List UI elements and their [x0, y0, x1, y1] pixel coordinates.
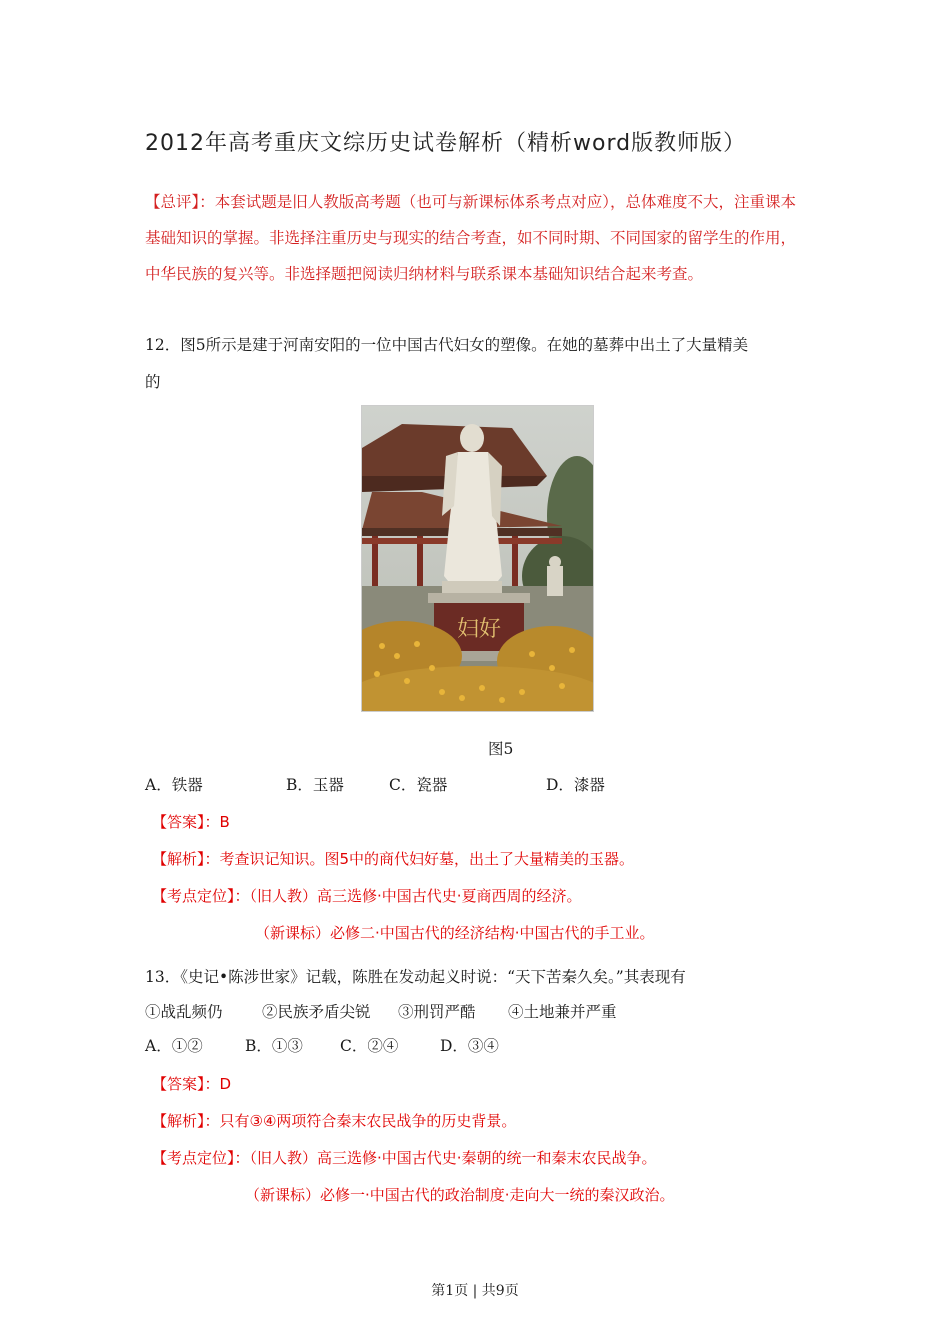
q13-option-d: D．③④	[440, 1037, 499, 1055]
summary-label: 【总评】	[145, 193, 200, 211]
q12-point-new: （新课标）必修二·中国古代的经济结构·中国古代的手工业。	[255, 924, 655, 942]
document-title: 2012年高考重庆文综历史试卷解析（精析word版教师版）	[145, 131, 747, 156]
figure-caption: 图5	[488, 740, 514, 758]
summary-text: ：本套试题是旧人教版高考题（也可与新课标体系考点对应），总体难度不大，注重课本基础知识的掌握。非选择注重历史与现实的结合考查，如不同时期、不同国家的留学生的作用，中华民族的复兴等。非选择题把阅读归纳材料与联系课本基础知识结合起来考查。	[145, 193, 797, 283]
q13-answer: 【答案】：D	[152, 1075, 232, 1093]
q12-stem-line2: 的	[145, 373, 161, 391]
q13-item-3: ③刑罚严酷	[398, 1003, 476, 1021]
q12-option-d: D．漆器	[546, 776, 605, 794]
q12-answer: 【答案】：B	[152, 813, 230, 831]
q13-item-1: ①战乱频仍	[145, 1003, 223, 1021]
summary-paragraph	[145, 184, 810, 292]
page-footer: 第1页 | 共9页	[431, 1283, 519, 1299]
q12-stem-line1: 12．图5所示是建于河南安阳的一位中国古代妇女的塑像。在她的墓葬中出土了大量精美	[145, 336, 749, 354]
q12-point-old: 【考点定位】：（旧人教）高三选修·中国古代史·夏商西周的经济。	[152, 887, 582, 905]
q12-option-c: C．瓷器	[389, 776, 448, 794]
q13-item-2: ②民族矛盾尖锐	[262, 1003, 371, 1021]
q12-option-b: B．玉器	[286, 776, 344, 794]
q13-option-c: C．②④	[340, 1037, 399, 1055]
q13-option-a: A．①②	[145, 1037, 203, 1055]
q12-option-a: A．铁器	[145, 776, 203, 794]
q13-analysis: 【解析】：只有③④两项符合秦末农民战争的历史背景。	[152, 1112, 517, 1130]
q13-point-old: 【考点定位】：（旧人教）高三选修·中国古代史·秦朝的统一和秦末农民战争。	[152, 1149, 657, 1167]
pedestal-inscription: 妇好	[456, 617, 502, 642]
statue-photo	[361, 405, 594, 712]
q13-point-new: （新课标）必修一·中国古代的政治制度·走向大一统的秦汉政治。	[245, 1186, 675, 1204]
q13-item-4: ④土地兼并严重	[508, 1003, 617, 1021]
q12-analysis: 【解析】：考查识记知识。图5中的商代妇好墓，出土了大量精美的玉器。	[152, 850, 635, 868]
q13-stem: 13．《史记•陈涉世家》记载，陈胜在发动起义时说：“天下苦秦久矣。”其表现有	[145, 968, 686, 986]
q13-option-b: B．①③	[245, 1037, 303, 1055]
